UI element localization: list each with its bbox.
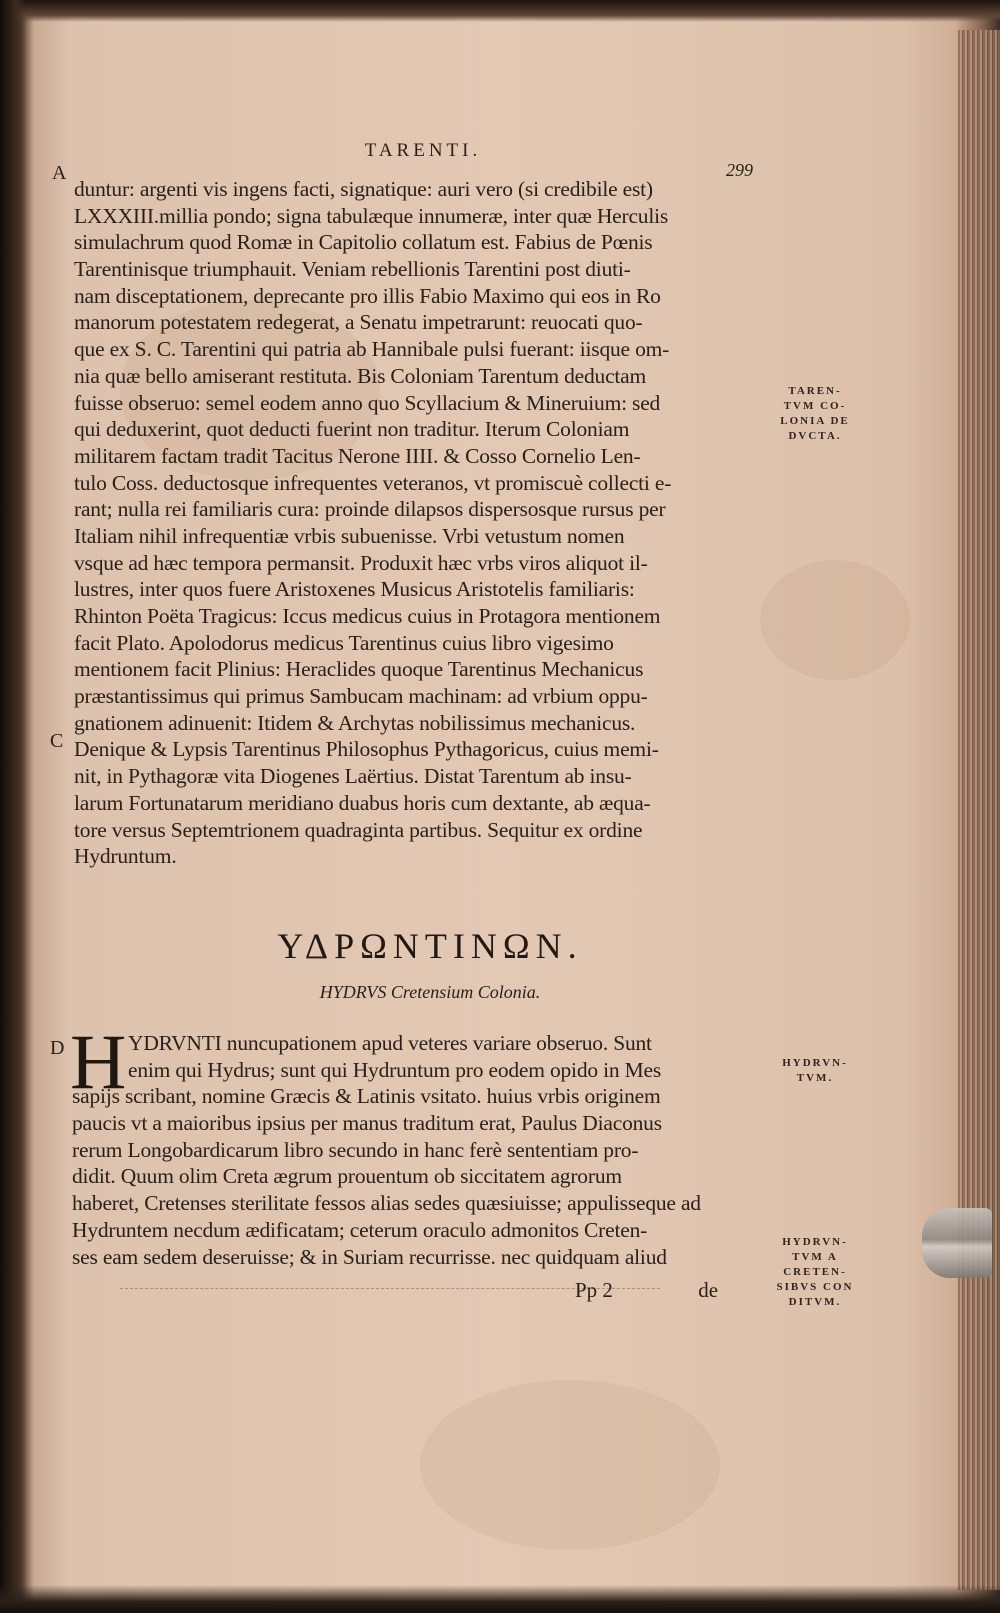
text-line: YDRVNTI nuncupationem apud veteres variare obseruo. Sunt bbox=[128, 1031, 652, 1055]
margin-note-line: CRETEN- bbox=[783, 1266, 847, 1278]
paragraph-tarentum bbox=[74, 176, 764, 870]
text-line: tore versus Septemtrionem quadraginta partibus. Sequitur ex ordine bbox=[74, 817, 643, 842]
margin-note-line: DITVM. bbox=[788, 1296, 842, 1308]
paper-stain bbox=[420, 1380, 720, 1550]
catchword: de bbox=[698, 1278, 719, 1302]
margin-note-line: LONIA DE bbox=[780, 415, 850, 427]
text-line: que ex S. C. Tarentini qui patria ab Hannibale pulsi fuerant: iisque om- bbox=[74, 337, 670, 362]
catchword-row bbox=[575, 1278, 775, 1303]
text-line: Hydruntum. bbox=[74, 844, 177, 869]
text-line: militarem factam tradit Tacitus Nerone IIII. & Cosso Cornelio Len- bbox=[74, 443, 641, 468]
drop-cap: H bbox=[70, 1018, 127, 1105]
section-mark-a: A bbox=[52, 162, 67, 184]
text-line: nam disceptationem, deprecante pro illis Fabio Maximo qui eos in Ro bbox=[74, 283, 661, 308]
margin-note-line: TVM. bbox=[796, 1072, 834, 1084]
text-line: tulo Coss. deductosque infrequentes veteranos, vt promiscuè collecti e- bbox=[74, 470, 672, 495]
text-line: simulachrum quod Romæ in Capitolio collatum est. Fabius de Pœnis bbox=[74, 230, 653, 255]
margin-note-line: HYDRVN- bbox=[782, 1057, 848, 1069]
text-line: qui deduxerint, quot deducti fuerint non traditur. Iterum Coloniam bbox=[74, 417, 630, 442]
margin-note-hydruntum-cretensibus bbox=[770, 1235, 860, 1310]
margin-note-tarentum bbox=[770, 384, 860, 444]
margin-note-hydruntum bbox=[770, 1056, 860, 1086]
section-title-greek: ΥΔΡΩΝΤΙΝΩΝ. bbox=[277, 926, 583, 966]
paragraph-hydruntum bbox=[70, 1018, 762, 1270]
text-line: duntur: argenti vis ingens facti, signatique: auri vero (si credibile est) bbox=[74, 177, 653, 201]
bottom-shadow bbox=[0, 1585, 1000, 1613]
text-line: LXXXIII.millia pondo; signa tabulæque innumeræ, inter quæ Herculis bbox=[74, 203, 669, 228]
text-line: Rhinton Poëta Tragicus: Iccus medicus cuius in Protagora mentionem bbox=[74, 604, 661, 628]
margin-note-line: HYDRVN- bbox=[782, 1236, 848, 1248]
top-shadow bbox=[0, 0, 1000, 22]
text-line: haberet, Cretenses sterilitate fessos alias sedes quæsiuisse; appulisseque ad bbox=[72, 1191, 701, 1216]
text-line: rant; nulla rei familiaris cura: proinde dilapsos dispersosque rursus per bbox=[74, 497, 666, 522]
margin-note-line: SIBVS CON bbox=[776, 1281, 854, 1293]
text-line: Hydruntem necdum ædificatam; ceterum oraculo admonitos Creten- bbox=[72, 1217, 648, 1242]
text-line: nit, in Pythagoræ vita Diogenes Laërtius. Distat Tarentum ab insu- bbox=[74, 764, 632, 789]
margin-note-line: DVCTA. bbox=[788, 430, 842, 442]
text-line: gnationem adinuenit: Itidem & Archytas nobilissimus mechanicus. bbox=[74, 710, 636, 735]
text-line: vsque ad hæc tempora permansit. Produxit hæc vrbs viros aliquot il- bbox=[74, 550, 648, 575]
text-line: mentionem facit Plinius: Heraclides quoque Tarentinus Mechanicus bbox=[74, 657, 644, 682]
signature-mark: Pp 2 bbox=[575, 1278, 613, 1302]
section-mark-c: C bbox=[50, 730, 64, 752]
text-line: nia quæ bello amiserant restituta. Bis Coloniam Tarentum deductam bbox=[74, 363, 647, 388]
text-line: Denique & Lypsis Tarentinus Philosophus Pythagoricus, cuius memi- bbox=[74, 737, 659, 762]
gutter-shadow bbox=[0, 0, 26, 1613]
text-line: sapijs scribant, nomine Græcis & Latinis vsitato. huius vrbis originem bbox=[72, 1084, 661, 1109]
text-line: præstantissimus qui primus Sambucam machinam: ad vrbium oppu- bbox=[74, 684, 648, 709]
text-line: Italiam nihil infrequentiæ vrbis subuenisse. Vrbi vetustum nomen bbox=[74, 523, 625, 548]
text-line: larum Fortunatarum meridiano duabus horis cum dextante, ab æqua- bbox=[74, 790, 651, 815]
page-edges bbox=[958, 30, 1000, 1590]
margin-note-line: TAREN- bbox=[788, 385, 842, 397]
page-clip bbox=[922, 1208, 992, 1278]
margin-note-line: TVM CO- bbox=[783, 400, 847, 412]
text-line: didit. Quum olim Creta ægrum prouentum ob siccitatem agrorum bbox=[72, 1164, 622, 1189]
text-line: Tarentinisque triumphauit. Veniam rebellionis Tarentini post diuti- bbox=[74, 257, 631, 282]
text-line: lustres, inter quos fuere Aristoxenes Musicus Aristotelis familiaris: bbox=[74, 577, 635, 602]
running-title: TARENTI. bbox=[364, 140, 482, 161]
text-line: manorum potestatem redegerat, a Senatu impetrarunt: reuocati quo- bbox=[74, 310, 643, 335]
paper-stain bbox=[760, 560, 910, 680]
text-line: enim qui Hydrus; sunt qui Hydruntum pro eodem opido in Mes bbox=[128, 1057, 662, 1082]
text-line: ses eam sedem deseruisse; & in Suriam recurrisse. nec quidquam aliud bbox=[72, 1244, 667, 1269]
page-number: 299 bbox=[726, 160, 753, 180]
section-subtitle: HYDRVS Cretensium Colonia. bbox=[319, 982, 541, 1002]
text-line: facit Plato. Apolodorus medicus Tarentinus cuius libro vigesimo bbox=[74, 630, 614, 655]
margin-note-line: TVM A bbox=[792, 1251, 838, 1263]
text-line: paucis vt a maioribus ipsius per manus traditum erat, Paulus Diaconus bbox=[72, 1111, 662, 1136]
text-line: rerum Longobardicarum libro secundo in hanc ferè sententiam pro- bbox=[72, 1137, 639, 1162]
section-mark-d: D bbox=[50, 1037, 65, 1059]
text-line: fuisse obseruo: semel eodem anno quo Scyllacium & Mineruium: sed bbox=[74, 390, 661, 415]
